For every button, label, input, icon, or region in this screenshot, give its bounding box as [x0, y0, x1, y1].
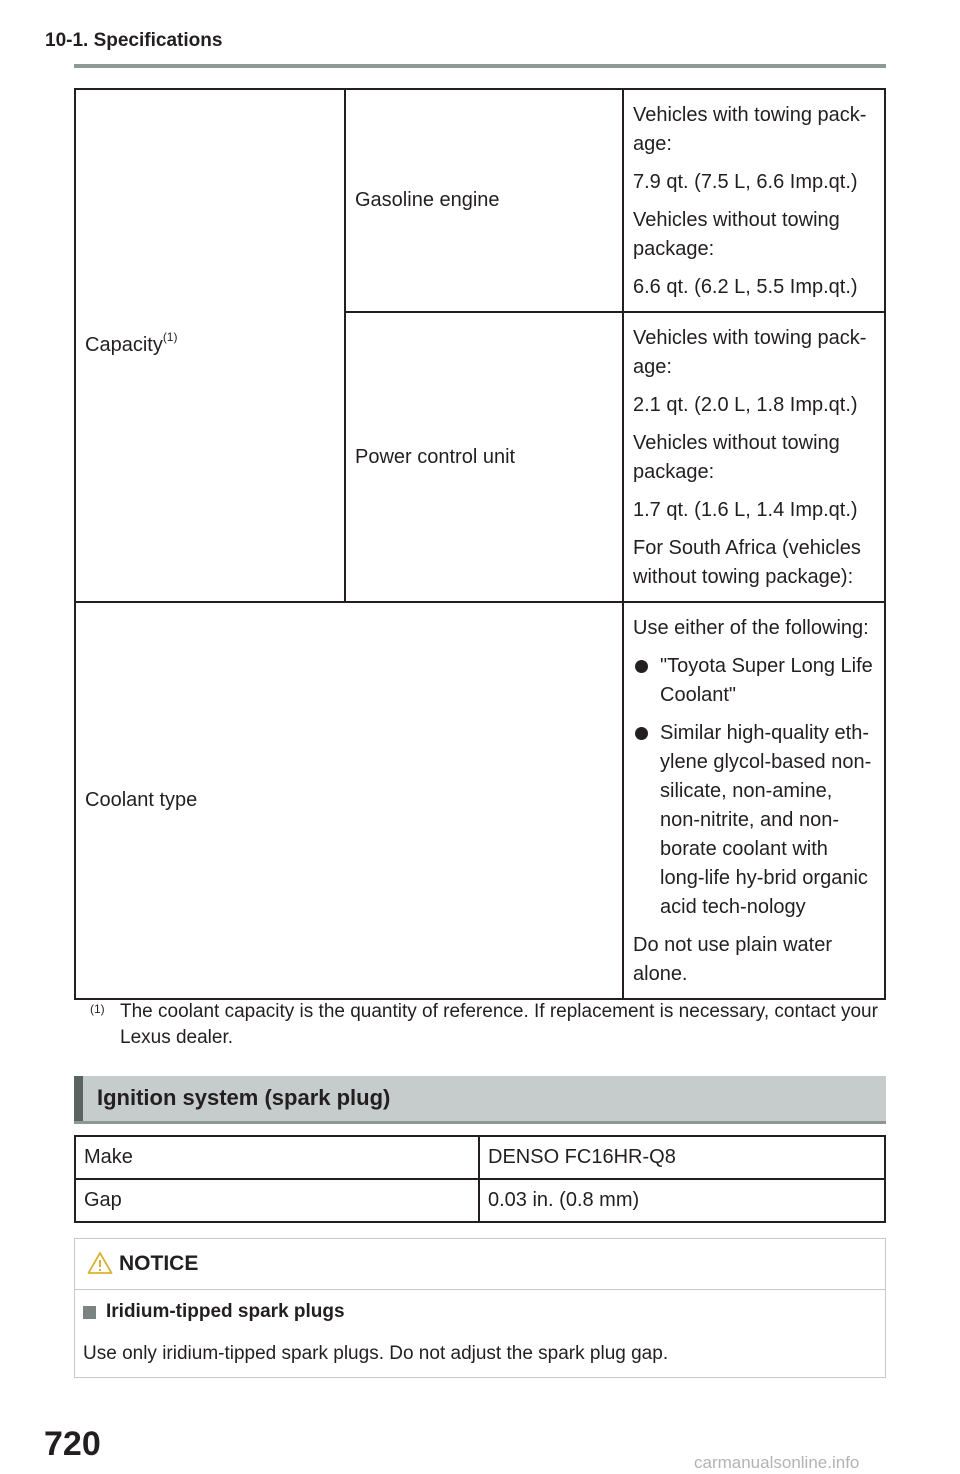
- bullet-text: Similar high-quality eth-ylene glycol-based non-silicate, non-amine, non-nitrite, and non-borate coolant with long-life hy-brid organic acid tech-nology: [660, 722, 872, 918]
- footnote-mark: (1): [162, 330, 178, 344]
- warning-triangle-icon: [87, 1251, 113, 1280]
- section-accent: [74, 1076, 83, 1121]
- spec-line: Vehicles with towing pack-age:: [633, 104, 867, 155]
- bullet-dot-icon: [635, 727, 648, 740]
- bullet-item: [633, 719, 875, 922]
- spec-line: 7.9 qt. (7.5 L, 6.6 Imp.qt.): [633, 171, 858, 193]
- spec-line: 1.7 qt. (1.6 L, 1.4 Imp.qt.): [633, 499, 858, 521]
- spec-line: 6.6 qt. (6.2 L, 5.5 Imp.qt.): [633, 276, 858, 298]
- coolant-intro: Use either of the following:: [633, 617, 869, 639]
- section-title: Ignition system (spark plug): [97, 1085, 391, 1110]
- notice-subtitle: [83, 1301, 345, 1323]
- table-cell-value: 0.03 in. (0.8 mm): [479, 1179, 885, 1222]
- spec-line: For South Africa (vehicles without towing package):: [633, 537, 861, 588]
- bullet-text: "Toyota Super Long Life Coolant": [660, 655, 873, 706]
- notice-label: NOTICE: [119, 1252, 199, 1275]
- gasoline-engine-cell: [345, 89, 623, 312]
- capacity-label-cell: [75, 89, 345, 602]
- table-row: [75, 1179, 885, 1222]
- table-cell-label: Make: [75, 1136, 479, 1179]
- spec-line: 2.1 qt. (2.0 L, 1.8 Imp.qt.): [633, 394, 858, 416]
- coolant-type-label: Coolant type: [85, 789, 198, 811]
- coolant-outro: Do not use plain water alone.: [633, 934, 833, 985]
- table-cell-value: DENSO FC16HR-Q8: [479, 1136, 885, 1179]
- gasoline-spec-cell: [623, 89, 885, 312]
- pcu-spec-cell: [623, 312, 885, 602]
- gasoline-engine-label: Gasoline engine: [355, 189, 500, 211]
- watermark: carmanualsonline.info: [694, 1453, 860, 1472]
- footnote: [90, 999, 880, 1051]
- spec-line: Vehicles with towing pack-age:: [633, 327, 867, 378]
- power-control-unit-cell: [345, 312, 623, 602]
- header-rule: [74, 64, 886, 68]
- spec-line: Vehicles without towing package:: [633, 209, 840, 260]
- section-header: 10-1. Specifications: [45, 30, 223, 51]
- capacity-table: [74, 88, 886, 1000]
- footnote-mark: (1): [90, 1002, 105, 1016]
- notice-box: [74, 1238, 886, 1378]
- notice-text: Use only iridium-tipped spark plugs. Do not adjust the spark plug gap.: [83, 1343, 669, 1364]
- notice-subtitle-text: Iridium-tipped spark plugs: [106, 1301, 345, 1322]
- square-bullet-icon: [83, 1306, 96, 1319]
- capacity-label: Capacity: [85, 334, 163, 356]
- footnote-text: The coolant capacity is the quantity of reference. If replacement is necessary, contact your Lexus dealer.: [120, 1001, 878, 1048]
- bullet-dot-icon: [635, 660, 648, 673]
- table-cell-label: Gap: [75, 1179, 479, 1222]
- page-number: 720: [44, 1425, 101, 1463]
- section-heading-bar: [74, 1076, 886, 1124]
- bullet-item: [633, 652, 875, 710]
- coolant-spec-cell: [623, 602, 885, 999]
- power-control-unit-label: Power control unit: [355, 445, 516, 468]
- ignition-table: [74, 1135, 886, 1223]
- notice-header: [75, 1239, 885, 1290]
- table-row: [75, 1136, 885, 1179]
- spec-line: Vehicles without towing package:: [633, 432, 840, 483]
- coolant-type-cell: [75, 602, 623, 999]
